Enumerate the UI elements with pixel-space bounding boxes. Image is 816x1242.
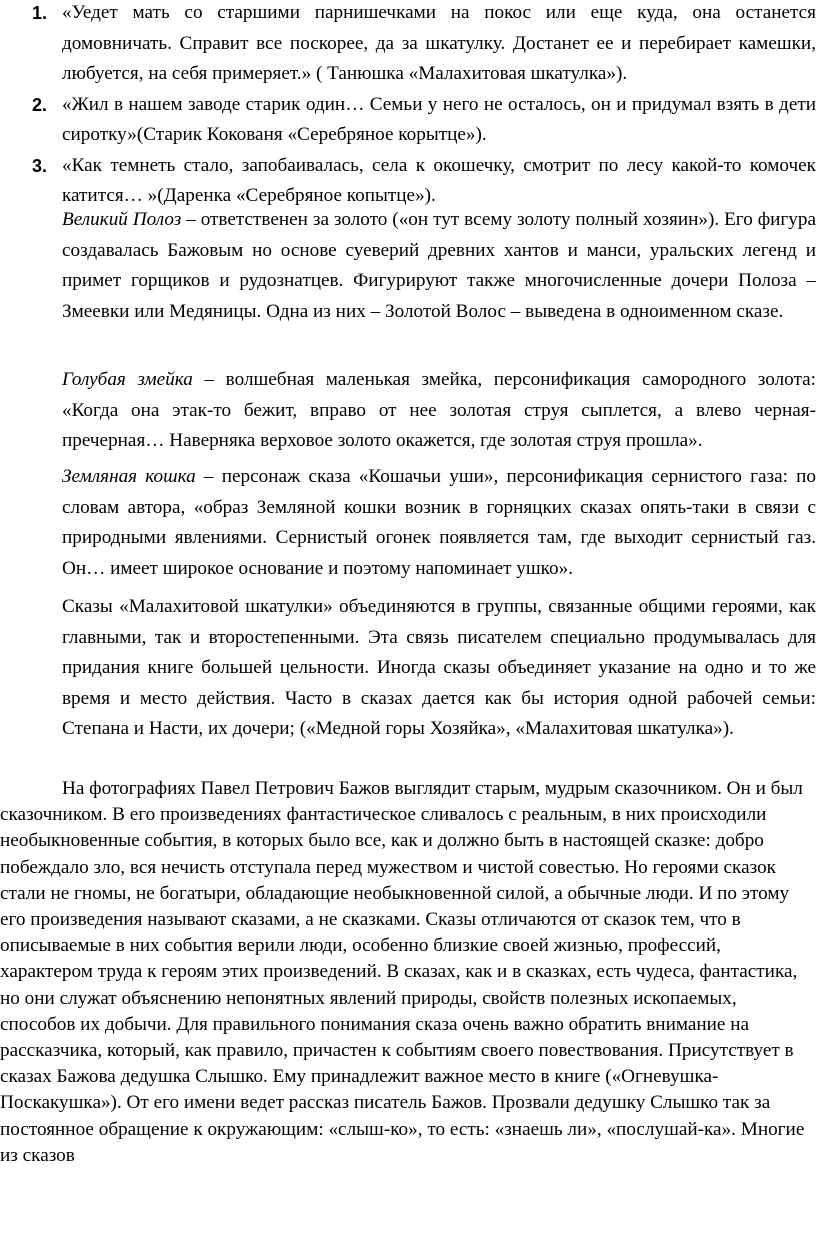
list-item-text: «Как темнеть стало, запобаивалась, села к окошечку, смотрит по лесу какой-то комочек катится… »(Даренка «Серебряное копытце»). <box>62 154 816 206</box>
list-item-text: «Жил в нашем заводе старик один… Семьи у него не осталось, он и придумал взять в дети сиротку»(Старик Кокованя «Серебряное корытце»). <box>62 93 816 145</box>
closing-paragraph <box>0 776 812 1169</box>
list-item-text: «Уедет мать со старшими парнишечками на покос или еще куда, она останется домовничать. Справит все поскорее, да за шкатулку. Достанет ее и перебирает камешки, любуется, на себя примеряет.» ( Танюшка «Малахитовая шкатулка»). <box>62 2 816 84</box>
entry-text: – ответственен за золото («он тут всему золоту полный хозяин»). Его фигура создавалась Бажовым но основе суеверий древних хантов и манси, уральских легенд и примет горщиков и рудознатцев. Фигурируют также многочисленные дочери Полоза – Змеевки или Медяницы. Одна из них – Золотой Волос – выведена в одноименном сказе. <box>62 209 816 322</box>
entry-term: Великий Полоз <box>62 209 182 230</box>
entry-earth-cat <box>62 462 816 584</box>
entry-text: – персонаж сказа «Кошачьи уши», персонификация сернистого газа: по словам автора, «образ Земляной кошки возник в горняцких сказах опять-таки в связи с природными явлениями. Сернистый огонек появляется там, где выходит сернистый газ. Он… имеет широкое основание и поэтому напоминает ушко». <box>62 466 816 579</box>
list-item <box>32 151 816 212</box>
entry-term: Голубая змейка <box>62 369 193 390</box>
list-number: 2. <box>32 94 48 115</box>
closing-paragraph-text: На фотографиях Павел Петрович Бажов выглядит старым, мудрым сказочником. Он и был сказочником. В его произведениях фантастическое сливалось с реальным, в них происходили необыкновенные события, в которых было все, как и должно быть в настоящей сказке: добро побеждало зло, вся нечисть отступала перед мужеством и чистой совестью. Но героями сказок стали не гномы, не богатыри, обладающие необыкновенной силой, а обычные люди. И по этому его произведения называют сказами, а не сказками. Сказы отличаются от сказок тем, что в описываемые в них события верили люди, особенно близкие своей жизнью, профессий, характером труда к героям этих произведений. В сказах, как и в сказках, есть чудеса, фантастика, но они служат объяснению непонятных явлений природы, свойств полезных ископаемых, способов их добычи. Для правильного понимания сказа очень важно обратить внимание на рассказчика, который, как правило, причастен к событиям своего повествования. Присутствует в сказах Бажова дедушка Слышко. Ему принадлежит важное место в книге («Огневушка-Поскакушка»). От его имени ведет рассказ писатель Бажов. Прозвали дедушку Слышко так за постоянное обращение к окружающим: «слыш-ко», то есть: «знаешь ли», «послушай-ка». Многие из сказов <box>0 778 805 1166</box>
list-number: 1. <box>32 3 48 23</box>
entry-blue-snake <box>62 365 816 457</box>
list-item <box>32 90 816 151</box>
entry-great-serpent <box>62 205 816 327</box>
entry-text: – волшебная маленькая змейка, персонификация самородного золота: «Когда она этак-то бежит, вправо от нее золотая струя сыплется, а влево черная-пречерная… Наверняка верховое золото окажется, где золотая струя прошла». <box>62 369 816 451</box>
groups-paragraph-text: Сказы «Малахитовой шкатулки» объединяются в группы, связанные общими героями, как главными, так и второстепенными. Эта связь писателем специально продумывалась для придания книге большей цельности. Иногда сказы объединяет указание на одно и то же время и место действия. Часто в сказах дается как бы история одной рабочей семьи: Степана и Насти, их дочери; («Медной горы Хозяйка», «Малахитовая шкатулка»). <box>62 596 816 739</box>
groups-paragraph <box>62 592 816 745</box>
list-number: 3. <box>32 155 48 176</box>
entry-term: Земляная кошка <box>62 466 196 487</box>
list-item <box>32 0 816 90</box>
numbered-list <box>32 0 816 212</box>
